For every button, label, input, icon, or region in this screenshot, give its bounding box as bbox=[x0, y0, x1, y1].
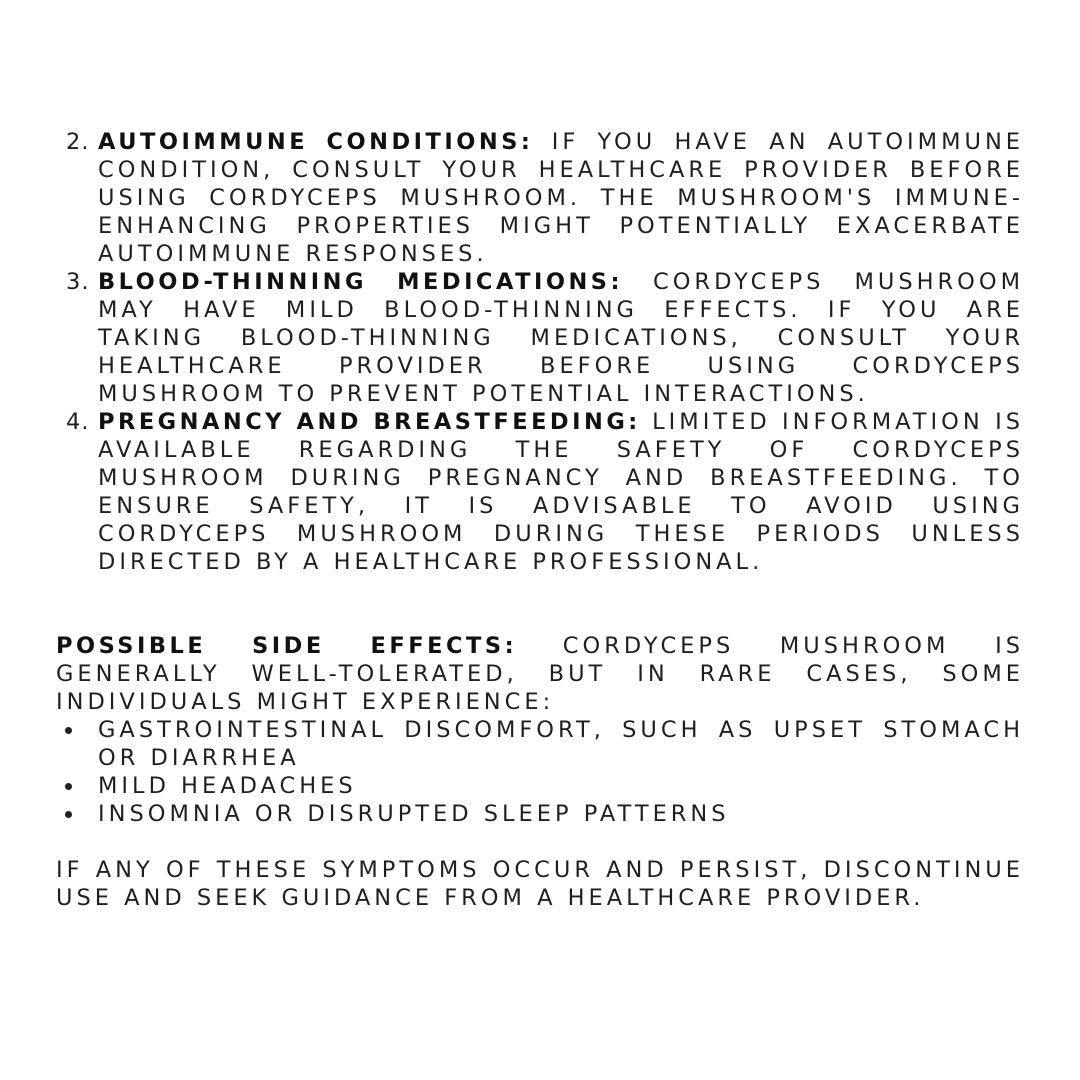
bullet-icon bbox=[65, 811, 72, 818]
list-item bbox=[56, 716, 1024, 772]
bullet-icon bbox=[65, 783, 72, 790]
item-heading: PREGNANCY AND BREASTFEEDING: bbox=[98, 409, 641, 435]
side-effects-intro-text: CORDYCEPS MUSHROOM IS GENERALLY WELL-TOLERATED, BUT IN RARE CASES, SOME INDIVIDUALS MIGHT EXPERIENCE: bbox=[56, 633, 1025, 715]
item-text: IF YOU HAVE AN AUTOIMMUNE CONDITION, CONSULT YOUR HEALTHCARE PROVIDER BEFORE USING CORDYCEPS MUSHROOM. THE MUSHROOM'S IMMUNE-ENHANCING PROPERTIES MIGHT POTENTIALLY EXACERBATE AUTOIMMUNE RESPONSES. bbox=[98, 129, 1025, 267]
item-heading: BLOOD-THINNING MEDICATIONS: bbox=[98, 269, 623, 295]
list-item-autoimmune bbox=[56, 128, 1024, 268]
list-item bbox=[56, 800, 1024, 828]
side-effects-section bbox=[56, 632, 1024, 828]
list-item-blood-thinning bbox=[56, 268, 1024, 408]
list-number: 3. bbox=[66, 269, 90, 295]
side-effects-intro bbox=[56, 632, 1024, 716]
side-effects-heading: POSSIBLE SIDE EFFECTS: bbox=[56, 633, 518, 659]
bullet-text: INSOMNIA OR DISRUPTED SLEEP PATTERNS bbox=[98, 801, 730, 827]
bullet-text: GASTROINTESTINAL DISCOMFORT, SUCH AS UPSET STOMACH OR DIARRHEA bbox=[98, 717, 1024, 771]
side-effects-list bbox=[56, 716, 1024, 828]
bullet-text: MILD HEADACHES bbox=[98, 773, 357, 799]
precautions-list bbox=[56, 128, 1024, 576]
closing-paragraph: IF ANY OF THESE SYMPTOMS OCCUR AND PERSIST, DISCONTINUE USE AND SEEK GUIDANCE FROM A HEALTHCARE PROVIDER. bbox=[56, 857, 1024, 911]
bullet-icon bbox=[65, 727, 72, 734]
item-text: CORDYCEPS MUSHROOM MAY HAVE MILD BLOOD-THINNING EFFECTS. IF YOU ARE TAKING BLOOD-THINNING MEDICATIONS, CONSULT YOUR HEALTHCARE PROVIDER BEFORE USING CORDYCEPS MUSHROOM TO PREVENT POTENTIAL INTERACTIONS. bbox=[98, 269, 1025, 407]
list-number: 2. bbox=[66, 129, 90, 155]
list-number: 4. bbox=[66, 409, 90, 435]
item-heading: AUTOIMMUNE CONDITIONS: bbox=[98, 129, 534, 155]
document-page bbox=[56, 128, 1024, 912]
list-item bbox=[56, 772, 1024, 800]
item-text: LIMITED INFORMATION IS AVAILABLE REGARDING THE SAFETY OF CORDYCEPS MUSHROOM DURING PREGNANCY AND BREASTFEEDING. TO ENSURE SAFETY, IT IS ADVISABLE TO AVOID USING CORDYCEPS MUSHROOM DURING THESE PERIODS UNLESS DIRECTED BY A HEALTHCARE PROFESSIONAL. bbox=[98, 409, 1024, 575]
list-item-pregnancy bbox=[56, 408, 1024, 576]
